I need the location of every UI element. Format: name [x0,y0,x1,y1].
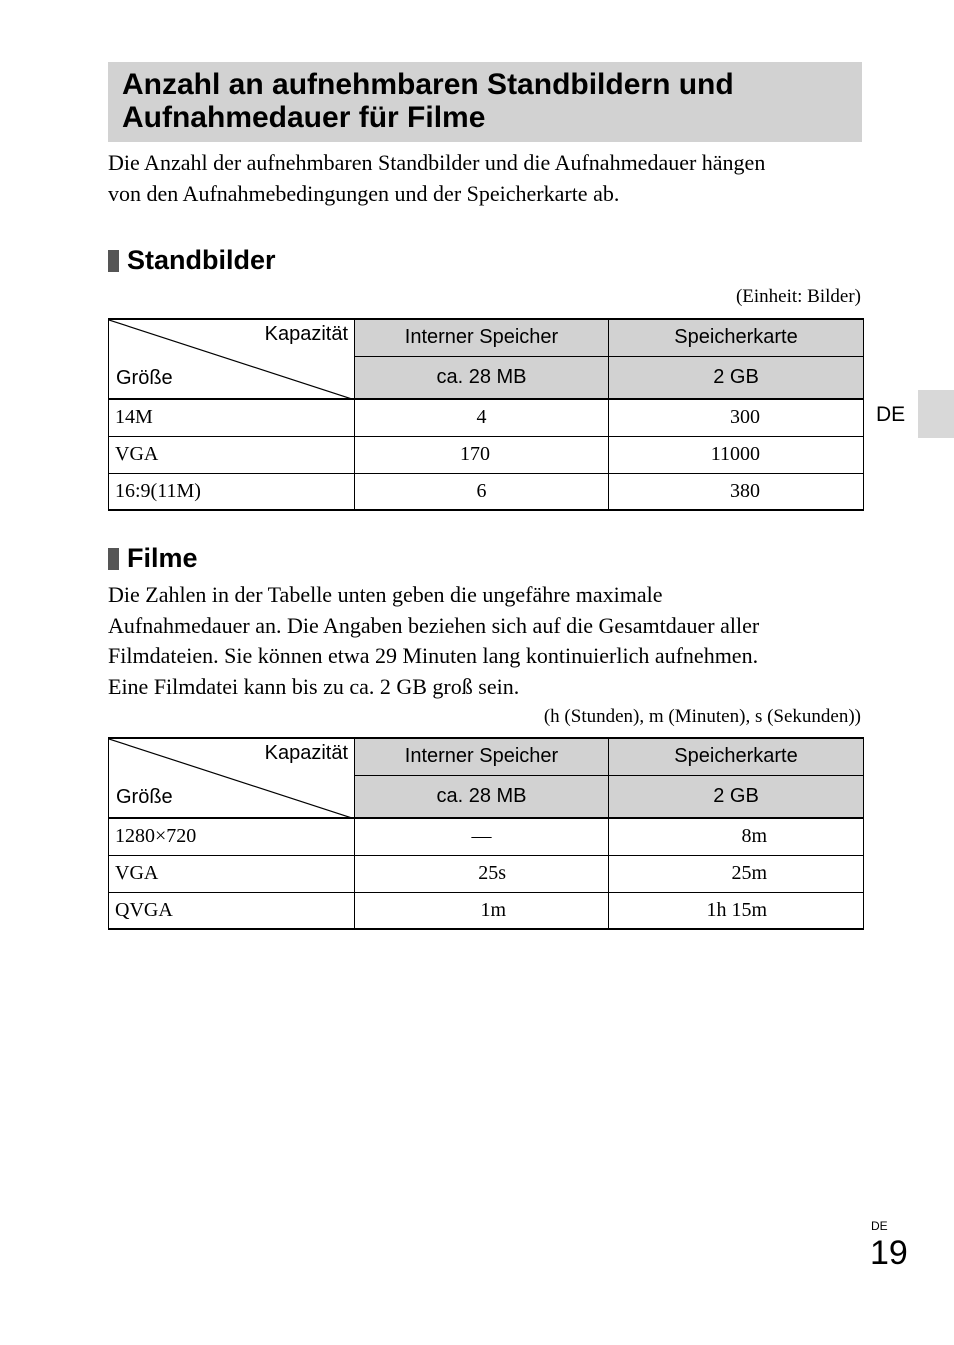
header-memory-card: Speicherkarte [609,738,864,775]
header-internal-memory: Interner Speicher [355,319,609,356]
header-size-label: Größe [116,367,173,389]
language-side-label: DE [876,403,906,426]
cell-internal: 25s [355,855,609,892]
cell-card: 380 [609,473,864,510]
table-row [109,892,864,929]
unit-note-standbilder: (Einheit: Bilder) [735,286,861,307]
cell-card: 11000 [609,436,864,473]
section-heading-label: Standbilder [127,245,276,275]
cell-internal: 1m [355,892,609,929]
cell-card: 25m [609,855,864,892]
page-language-code: DE [871,1219,888,1233]
row-label: 1280×720 [109,818,355,855]
table-row [109,436,864,473]
filme-text-line-2: Aufnahmedauer an. Die Angaben beziehen sich auf die Gesamtdauer aller [108,612,760,638]
section-marker-icon [108,548,119,570]
unit-note-filme: (h (Stunden), m (Minuten), s (Sekunden)) [543,706,861,727]
section-heading-filme [108,543,198,573]
filme-table [108,737,864,930]
intro-paragraph [108,148,868,209]
page-title-box [108,62,862,142]
header-size-label: Größe [116,786,173,808]
page-title [122,68,862,134]
table-corner-cell [109,738,355,818]
cell-card: 8m [609,818,864,855]
table-row [109,855,864,892]
row-label: VGA [109,855,355,892]
cell-internal: — [355,818,609,855]
filme-text-line-3: Filmdateien. Sie können etwa 29 Minuten lang kontinuierlich aufnehmen. [108,643,759,668]
intro-line-2: von den Aufnahmebedingungen und der Speicherkarte ab. [108,180,620,206]
filme-text-line-4: Eine Filmdatei kann bis zu ca. 2 GB groß sein. [108,673,520,699]
row-label: VGA [109,436,355,473]
row-label: 14M [109,399,355,436]
header-capacity-label: Kapazität [264,742,348,764]
standbilder-table [108,318,864,511]
cell-internal: 4 [355,399,609,436]
cell-internal: 6 [355,473,609,510]
table-row [109,473,864,510]
cell-card: 300 [609,399,864,436]
header-internal-capacity: ca. 28 MB [355,775,609,818]
cell-internal: 170 [355,436,609,473]
row-label: 16:9(11M) [109,473,355,510]
section-heading-label: Filme [127,543,198,573]
header-internal-memory: Interner Speicher [355,738,609,775]
section-heading-standbilder [108,245,276,275]
header-memory-card: Speicherkarte [609,319,864,356]
table-row [109,399,864,436]
header-card-capacity: 2 GB [609,775,864,818]
table-row [109,818,864,855]
page-title-line-2: Aufnahmedauer für Filme [122,101,486,134]
header-internal-capacity: ca. 28 MB [355,356,609,399]
filme-text-line-1: Die Zahlen in der Tabelle unten geben die ungefähre maximale [108,582,663,607]
intro-line-1: Die Anzahl der aufnehmbaren Standbilder und die Aufnahmedauer hängen [108,150,766,175]
language-side-tab [918,390,954,438]
row-label: QVGA [109,892,355,929]
section-marker-icon [108,250,119,272]
page-title-line-1: Anzahl an aufnehmbaren Standbildern und [122,68,734,101]
table-corner-cell [109,319,355,399]
cell-card: 1h 15m [609,892,864,929]
header-card-capacity: 2 GB [609,356,864,399]
page-number: 19 [870,1234,908,1272]
filme-paragraph [108,580,868,702]
header-capacity-label: Kapazität [264,323,348,345]
